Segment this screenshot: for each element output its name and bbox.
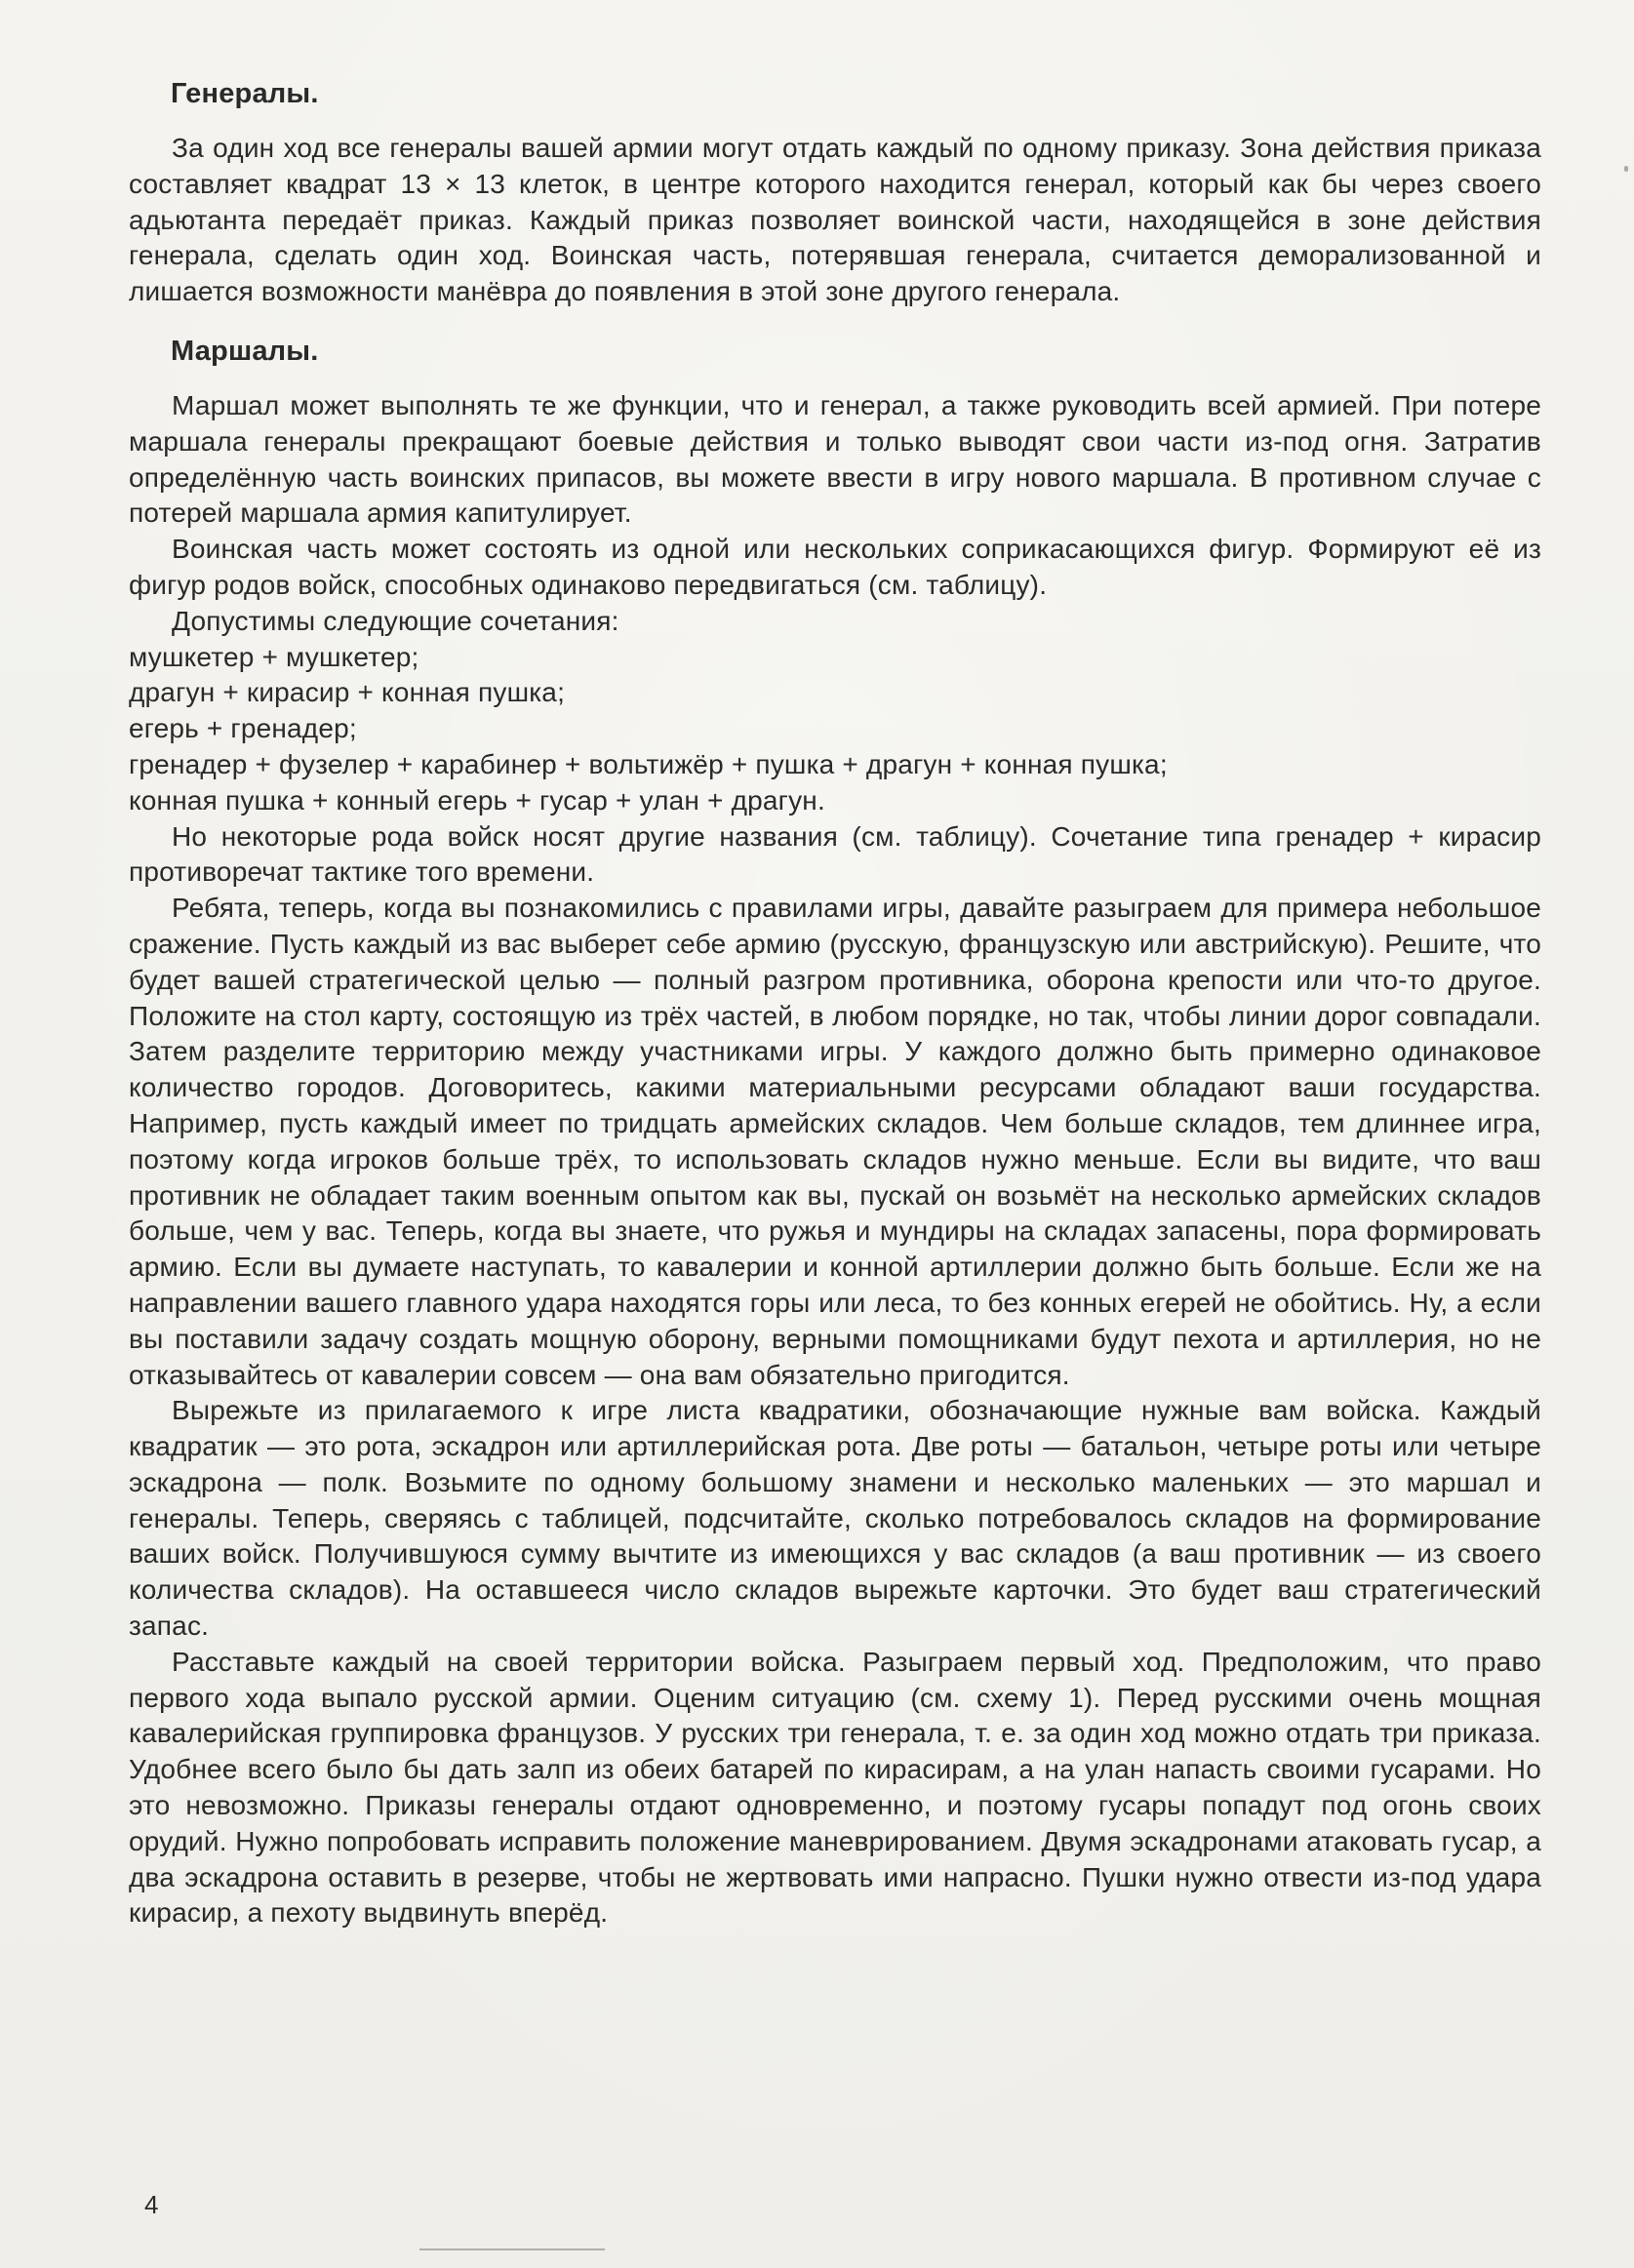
combination-line: мушкетер + мушкетер; xyxy=(129,641,419,672)
combination-line: драгун + кирасир + конная пушка; xyxy=(129,677,566,708)
paragraph-generals: За один ход все генералы вашей армии могут отдать каждый по одному приказу. Зона действия приказа составляет квадрат 13 × 13 клеток, в центре которого находится генерал, который как бы через своего адьютанта передаёт приказ. Каждый приказ позволяет воинской части, находящейся в зоне действия генерала, сделать один ход. Воинская часть, потерявшая генерала, считается деморализованной и лишается возможности манёвра до появления в этой зоне другого генерала. xyxy=(129,133,1541,307)
paragraph-military-unit: Воинская часть может состоять из одной или нескольких соприкасающихся фигур. Формируют её из фигур родов войск, способных одинаково передвигаться (см. таблицу). xyxy=(129,534,1541,600)
paragraph-other-names: Но некоторые рода войск носят другие названия (см. таблицу). Сочетание типа гренадер + кирасир противоречат тактике того времени. xyxy=(129,820,1541,888)
scan-artifact-dot xyxy=(1624,166,1628,172)
combination-line: гренадер + фузелер + карабинер + вольтижёр + пушка + драгун + конная пушка; xyxy=(129,748,1168,779)
paragraph-first-move: Расставьте каждый на своей территории войска. Разыграем первый ход. Предположим, что право первого хода выпало русской армии. Оценим ситуацию (см. схему 1). Перед русскими очень мощная кавалерийская группировка французов. У русских три генерала, т. е. за один ход можно отдать три приказа. Удобнее всего было бы дать залп из обеих батарей по кирасирам, а на улан напасть своими гусарами. Но это невозможно. Приказы генералы отдают одновременно, и поэтому гусары попадут под огонь своих орудий. Нужно попробовать исправить положение маневрированием. Двумя эскадронами атаковать гусар, а два эскадрона оставить в резерве, чтобы не жертвовать ими напрасно. Пушки нужно отвести из-под удара кирасир, а пехоту выдвинуть вперёд. xyxy=(129,1646,1541,1929)
paragraph-combinations-intro: Допустимы следующие сочетания: xyxy=(172,605,619,636)
scan-artifact-line xyxy=(419,2248,605,2250)
page-number: 4 xyxy=(144,2190,159,2219)
combination-line: егерь + гренадер; xyxy=(129,713,357,744)
paragraph-cut-out-squares: Вырежьте из прилагаемого к игре листа квадратики, обозначающие нужные вам войска. Каждый квадратик — это рота, эскадрон или артиллерийская рота. Две роты — батальон, четыре роты или четыре эскадрона — полк. Возьмите по одному большому знамени и несколько маленьких — это маршал и генералы. Теперь, сверяясь с таблицей, подсчитайте, сколько потребовалось складов на формирование ваших войск. Получившуюся сумму вычтите из имеющихся у вас складов (а ваш противник — из своего количества складов). На оставшееся число складов вырежьте карточки. Это будет ваш стратегический запас. xyxy=(129,1395,1541,1642)
section-heading-generals: Генералы. xyxy=(171,78,319,109)
combinations-list xyxy=(129,640,1541,819)
combination-line: конная пушка + конный егерь + гусар + улан + драгун. xyxy=(129,784,825,816)
section-heading-marshals: Маршалы. xyxy=(171,335,319,367)
paragraph-marshals-1: Маршал может выполнять те же функции, что и генерал, а также руководить всей армией. При потере маршала генералы прекращают боевые действия и только выводят свои части из-под огня. Затратив определённую часть воинских припасов, вы можете ввести в игру нового маршала. В противном случае с потерей маршала армия капитулирует. xyxy=(129,389,1541,529)
main-text-column xyxy=(129,76,1541,1931)
paragraph-example-battle: Ребята, теперь, когда вы познакомились с правилами игры, давайте разыграем для примера небольшое сражение. Пусть каждый из вас выберет себе армию (русскую, французскую или австрийскую). Решите, что будет вашей стратегической целью — полный разгром противника, оборона крепости или что-то другое. Положите на стол карту, состоящую из трёх частей, в любом порядке, но так, чтобы линии дорог совпадали. Затем разделите территорию между участниками игры. У каждого должно быть примерно одинаковое количество городов. Договоритесь, какими материальными ресурсами обладают ваши государства. Например, пусть каждый имеет по тридцать армейских складов. Чем больше складов, тем длиннее игра, поэтому когда игроков больше трёх, то использовать складов нужно меньше. Если вы видите, что ваш противник не обладает таким военным опытом как вы, пускай он возьмёт на несколько армейских складов больше, чем у вас. Теперь, когда вы знаете, что ружья и мундиры на складах запасены, пора формировать армию. Если вы думаете наступать, то кавалерии и конной артиллерии должно быть больше. Если же на направлении вашего главного удара находятся горы или леса, то без конных егерей не обойтись. Ну, а если вы поставили задачу создать мощную оборону, верными помощниками будут пехота и артиллерия, но не отказывайтесь от кавалерии совсем — она вам обязательно пригодится. xyxy=(129,893,1541,1390)
